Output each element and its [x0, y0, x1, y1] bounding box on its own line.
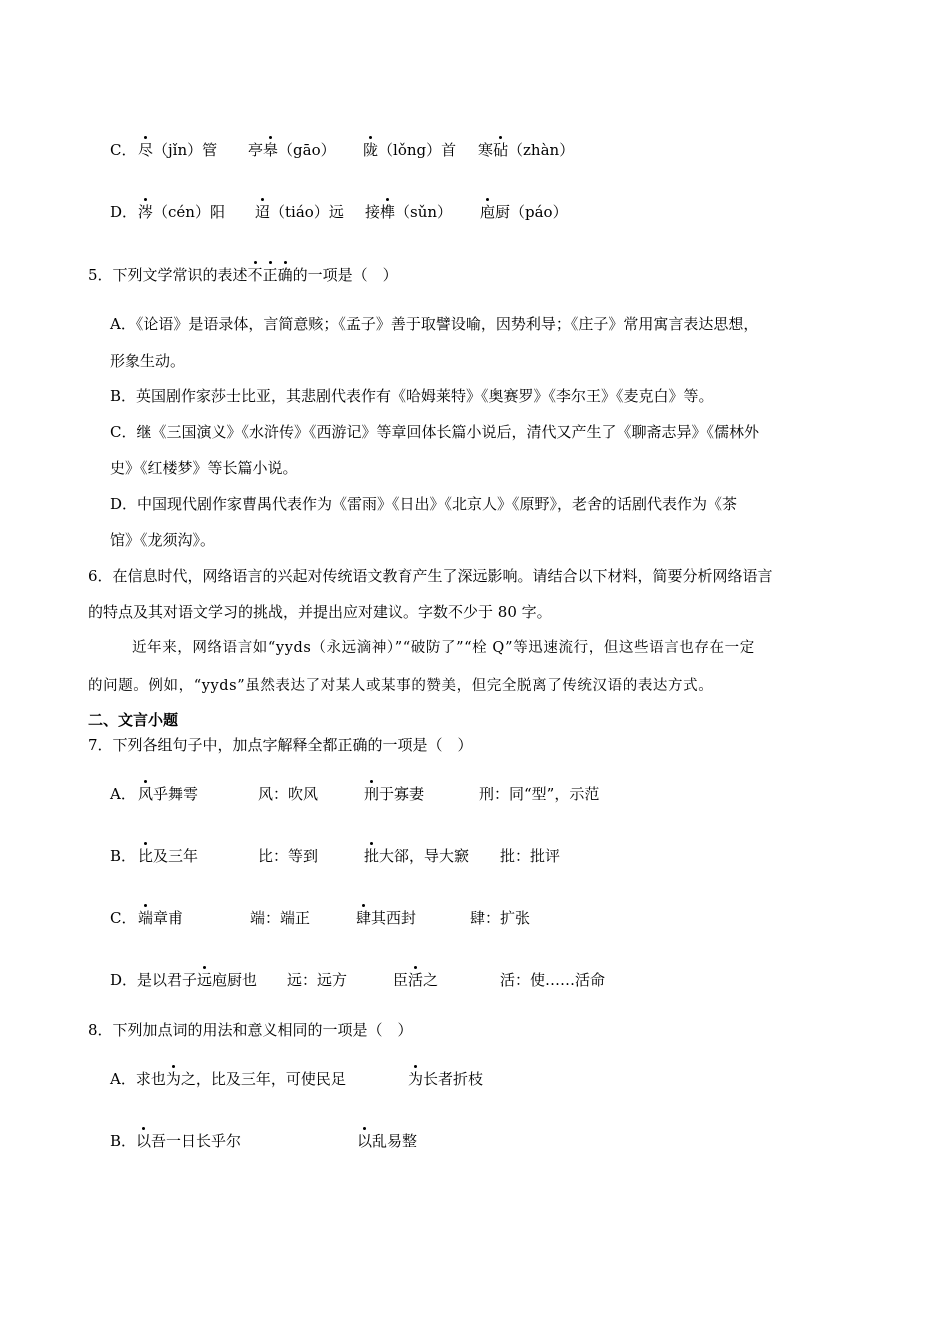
- q6-stem-line1: 6．在信息时代，网络语言的兴起对传统语文教育产生了深远影响。请结合以下材料，简要分析网络语言: [88, 567, 773, 585]
- emphasis-char: 确: [277, 266, 293, 284]
- emphasis-char: 比: [138, 847, 154, 865]
- emphasis-char: 涔: [138, 203, 154, 221]
- q7-stem: 7．下列各组句子中，加点字解释全都正确的一项是（ ）: [88, 736, 473, 754]
- q5-option-a-line1: A．《论语》是语录体，言简意赅；《孟子》善于取譬设喻，因势利导；《庄子》常用寓言表达思想，: [110, 315, 759, 333]
- emphasis-char: 迢: [255, 203, 271, 221]
- q8-stem: 8．下列加点词的用法和意义相同的一项是（ ）: [88, 1021, 413, 1039]
- q5-option-d-line2: 馆》《龙须沟》。: [110, 531, 216, 549]
- q5-option-b: B．英国剧作家莎士比亚，其悲剧代表作有《哈姆莱特》《奥赛罗》《李尔王》《麦克白》等。: [110, 387, 714, 405]
- emphasis-char: 尽: [138, 141, 154, 159]
- q6-stem-line2: 的特点及其对语文学习的挑战，并提出应对建议。字数不少于 80 字。: [88, 603, 552, 621]
- emphasis-char: 肆: [356, 909, 372, 927]
- emphasis-char: 正: [262, 266, 278, 284]
- emphasis-char: 陇: [363, 141, 379, 159]
- q5-option-c-line2: 史》《红楼梦》等长篇小说。: [110, 459, 298, 477]
- emphasis-char: 活: [408, 971, 424, 989]
- q6-material-line1: 近年来，网络语言如“yyds（永远滴神）”“破防了”“栓 Q”等迅速流行，但这些语言也存在一定: [132, 640, 755, 656]
- q5-option-c-line1: C．继《三国演义》《水浒传》《西游记》等章回体长篇小说后，清代又产生了《聊斋志异》《儒林外: [110, 423, 759, 441]
- q6-material-line2: 的问题。例如，“yyds”虽然表达了对某人或某事的赞美，但完全脱离了传统汉语的表达方式。: [88, 678, 714, 694]
- section-heading: 二、文言小题: [88, 711, 179, 729]
- emphasis-char: 以: [357, 1132, 373, 1150]
- emphasis-char: 批: [364, 847, 380, 865]
- emphasis-char: 风: [138, 785, 154, 803]
- emphasis-char: 榫: [380, 203, 396, 221]
- emphasis-char: 以: [136, 1132, 152, 1150]
- emphasis-char: 庖: [480, 203, 496, 221]
- emphasis-char: 端: [138, 909, 154, 927]
- emphasis-char: 为: [408, 1070, 424, 1088]
- q5-stem: 5．下列文学常识的表述不正确的一项是（ ）: [88, 266, 398, 284]
- emphasis-char: 砧: [493, 141, 509, 159]
- emphasis-char: 为: [165, 1070, 181, 1088]
- q5-option-d-line1: D．中国现代剧作家曹禺代表作为《雷雨》《日出》《北京人》《原野》，老舍的话剧代表作为《茶: [110, 495, 738, 513]
- emphasis-char: 刑: [364, 785, 380, 803]
- q5-option-a-line2: 形象生动。: [110, 352, 186, 370]
- emphasis-char: 不: [247, 266, 263, 284]
- emphasis-char: 皋: [263, 141, 279, 159]
- emphasis-char: 远: [197, 971, 213, 989]
